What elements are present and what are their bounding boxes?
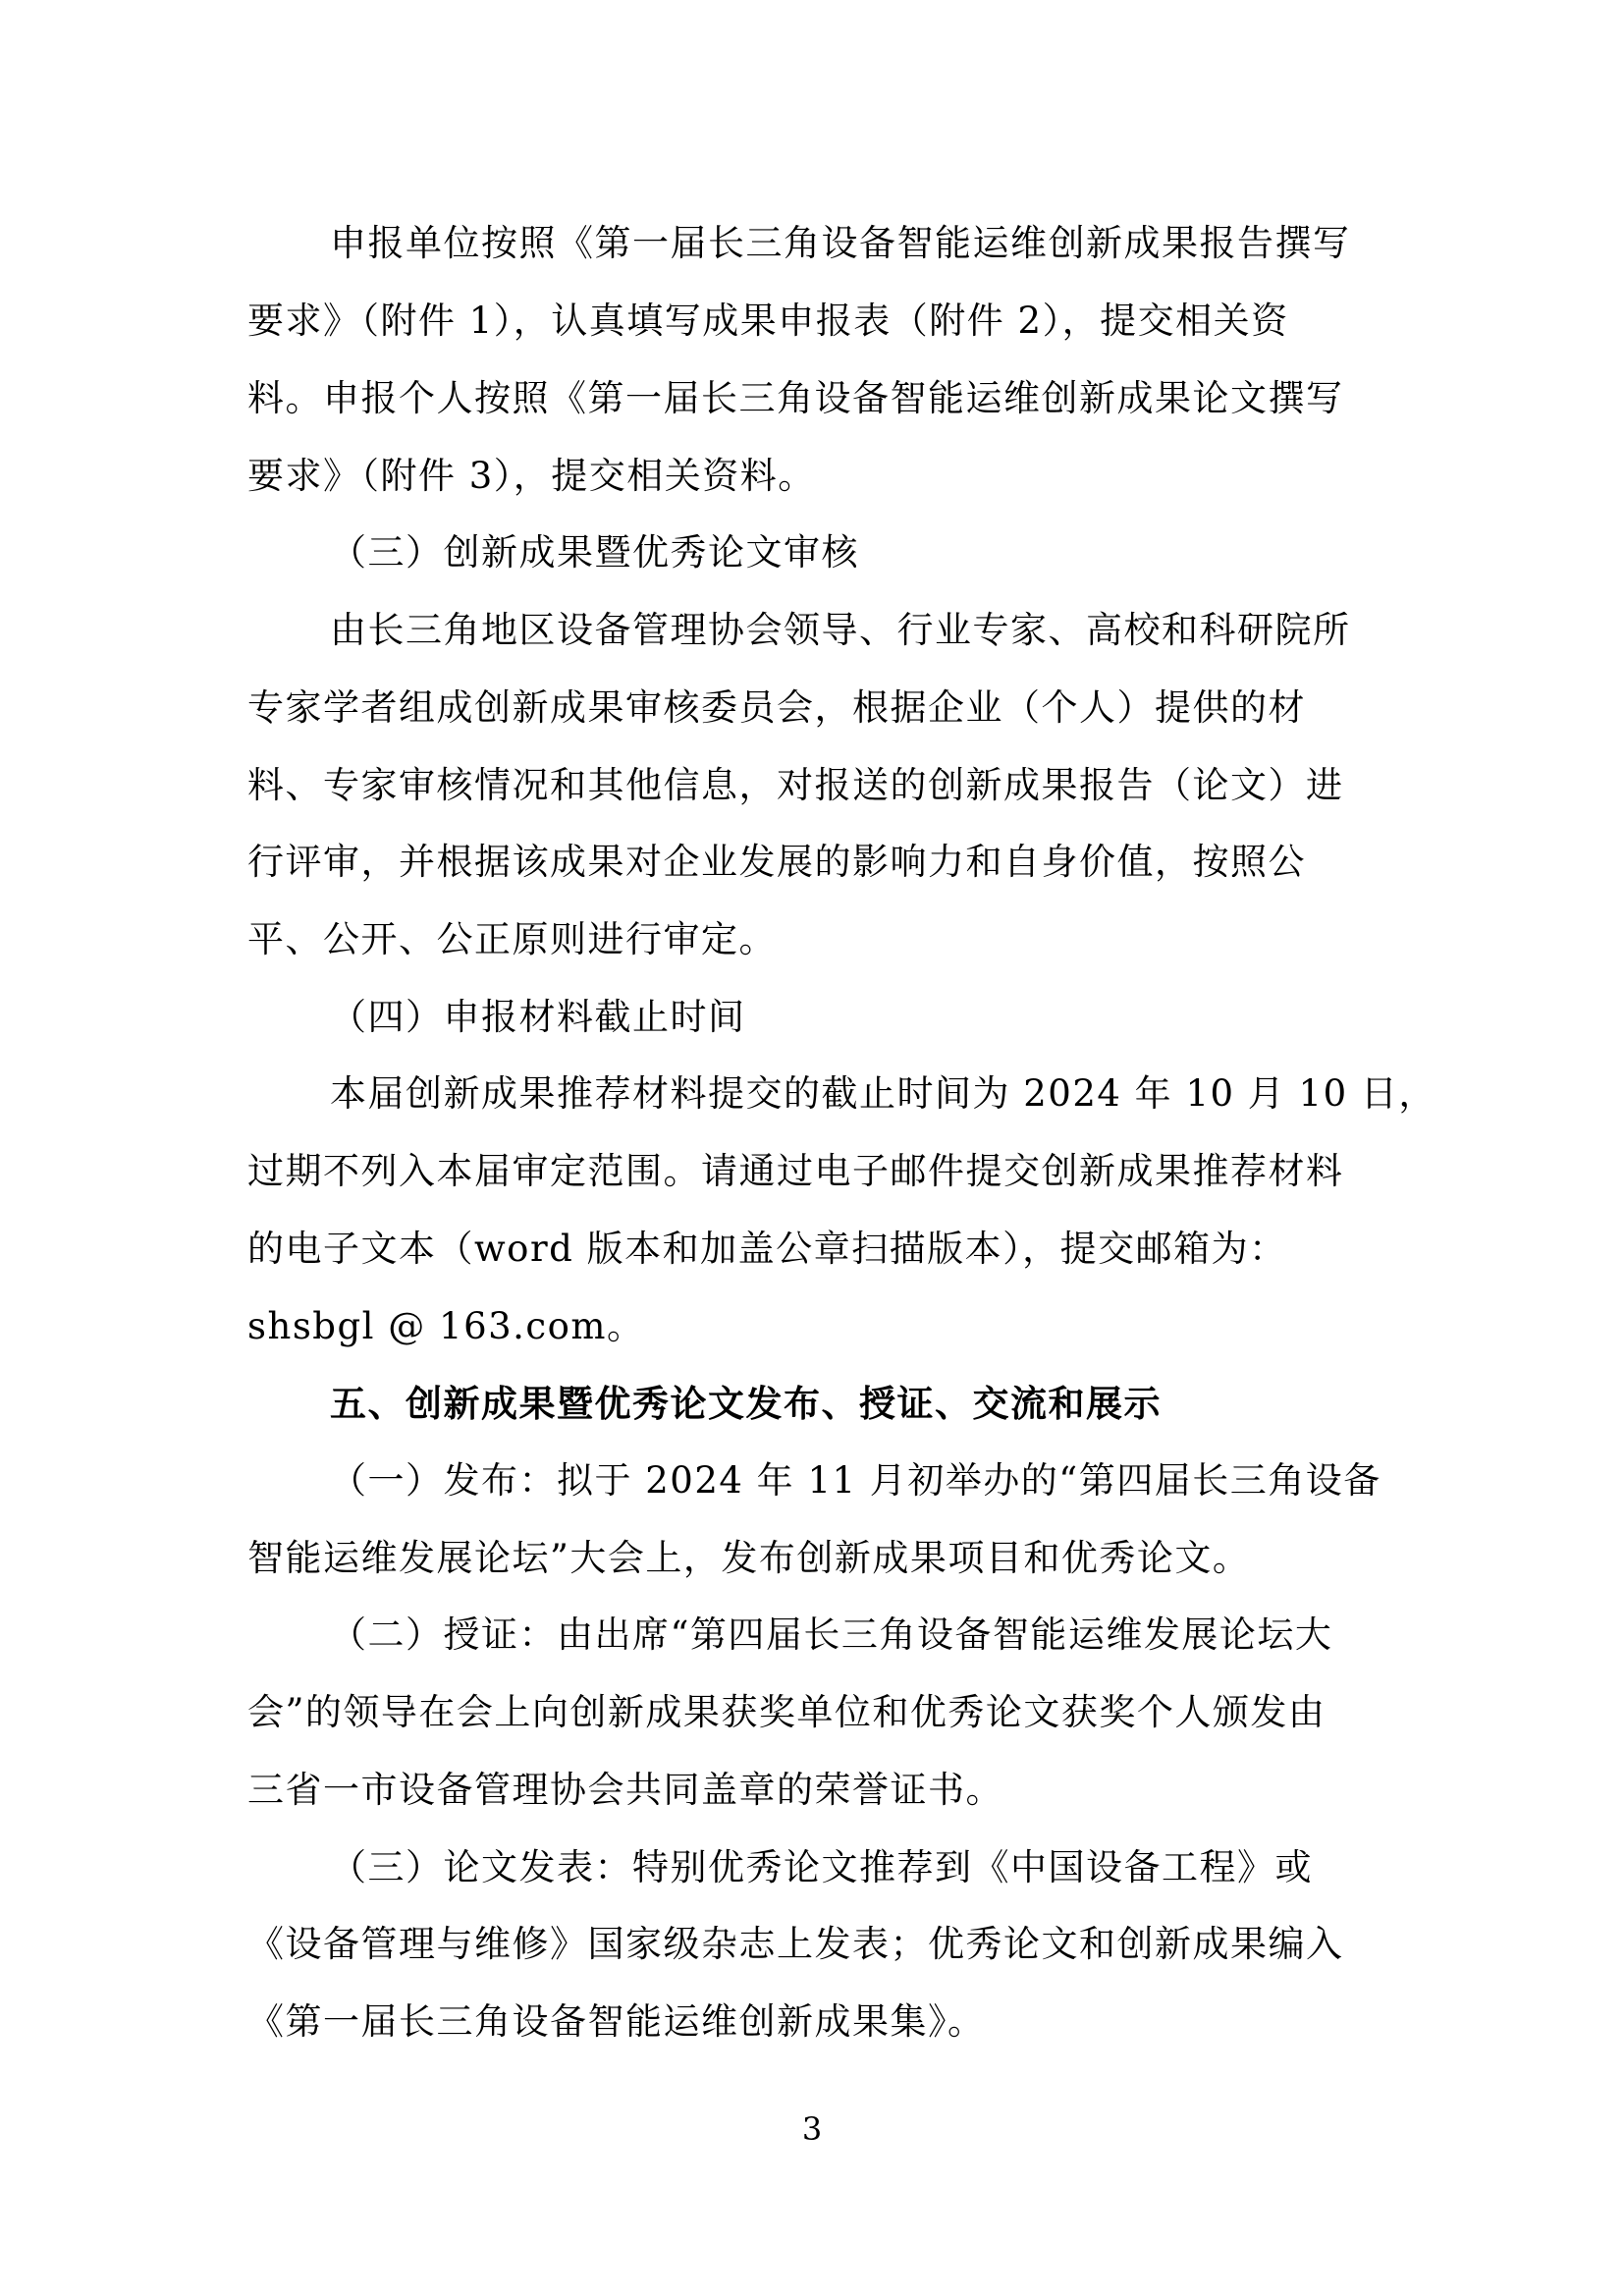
chapter-heading: 五、创新成果暨优秀论文发布、授证、交流和展示 (330, 1382, 1162, 1425)
paragraph-line: 申报单位按照《第一届长三角设备智能运维创新成果报告撰写 (330, 222, 1351, 264)
paragraph-line: 由长三角地区设备管理协会领导、行业专家、高校和科研院所 (330, 609, 1351, 651)
paragraph-line: （二）授证：由出席“第四届长三角设备智能运维发展论坛大 (330, 1613, 1333, 1656)
paragraph-line: 要求》（附件 3），提交相关资料。 (247, 455, 816, 497)
email-line: shsbgl @ 163.com。 (247, 1305, 645, 1347)
paragraph-line: 三省一市设备管理协会共同盖章的荣誉证书。 (247, 1769, 1003, 1811)
paragraph-line: （三）论文发表：特别优秀论文推荐到《中国设备工程》或 (330, 1846, 1313, 1888)
paragraph-line: 料。申报个人按照《第一届长三角设备智能运维创新成果论文撰写 (247, 377, 1344, 419)
paragraph-line: 要求》（附件 1），认真填写成果申报表（附件 2），提交相关资 (247, 300, 1289, 342)
paragraph-line: 《设备管理与维修》国家级杂志上发表；优秀论文和创新成果编入 (247, 1923, 1344, 1965)
paragraph-line: 本届创新成果推荐材料提交的截止时间为 2024 年 10 月 10 日， (330, 1072, 1436, 1115)
paragraph-line: 《第一届长三角设备智能运维创新成果集》。 (247, 2000, 986, 2043)
paragraph-line: 平、公开、公正原则进行审定。 (247, 918, 777, 960)
paragraph-line: （一）发布：拟于 2024 年 11 月初举办的“第四届长三角设备 (330, 1459, 1381, 1502)
section-heading: （三）创新成果暨优秀论文审核 (330, 531, 859, 574)
page-number: 3 (801, 2110, 823, 2148)
paragraph-line: 会”的领导在会上向创新成果获奖单位和优秀论文获奖个人颁发由 (247, 1691, 1326, 1733)
section-heading: （四）申报材料截止时间 (330, 996, 746, 1038)
paragraph-line: 过期不列入本届审定范围。请通过电子邮件提交创新成果推荐材料 (247, 1150, 1344, 1192)
paragraph-line: 料、专家审核情况和其他信息，对报送的创新成果报告（论文）进 (247, 764, 1344, 806)
paragraph-line: 行评审，并根据该成果对企业发展的影响力和自身价值，按照公 (247, 841, 1306, 883)
paragraph-line: 智能运维发展论坛”大会上，发布创新成果项目和优秀论文。 (247, 1537, 1251, 1579)
paragraph-line: 专家学者组成创新成果审核委员会，根据企业（个人）提供的材 (247, 686, 1306, 729)
paragraph-line: 的电子文本（word 版本和加盖公章扫描版本），提交邮箱为： (247, 1228, 1287, 1270)
